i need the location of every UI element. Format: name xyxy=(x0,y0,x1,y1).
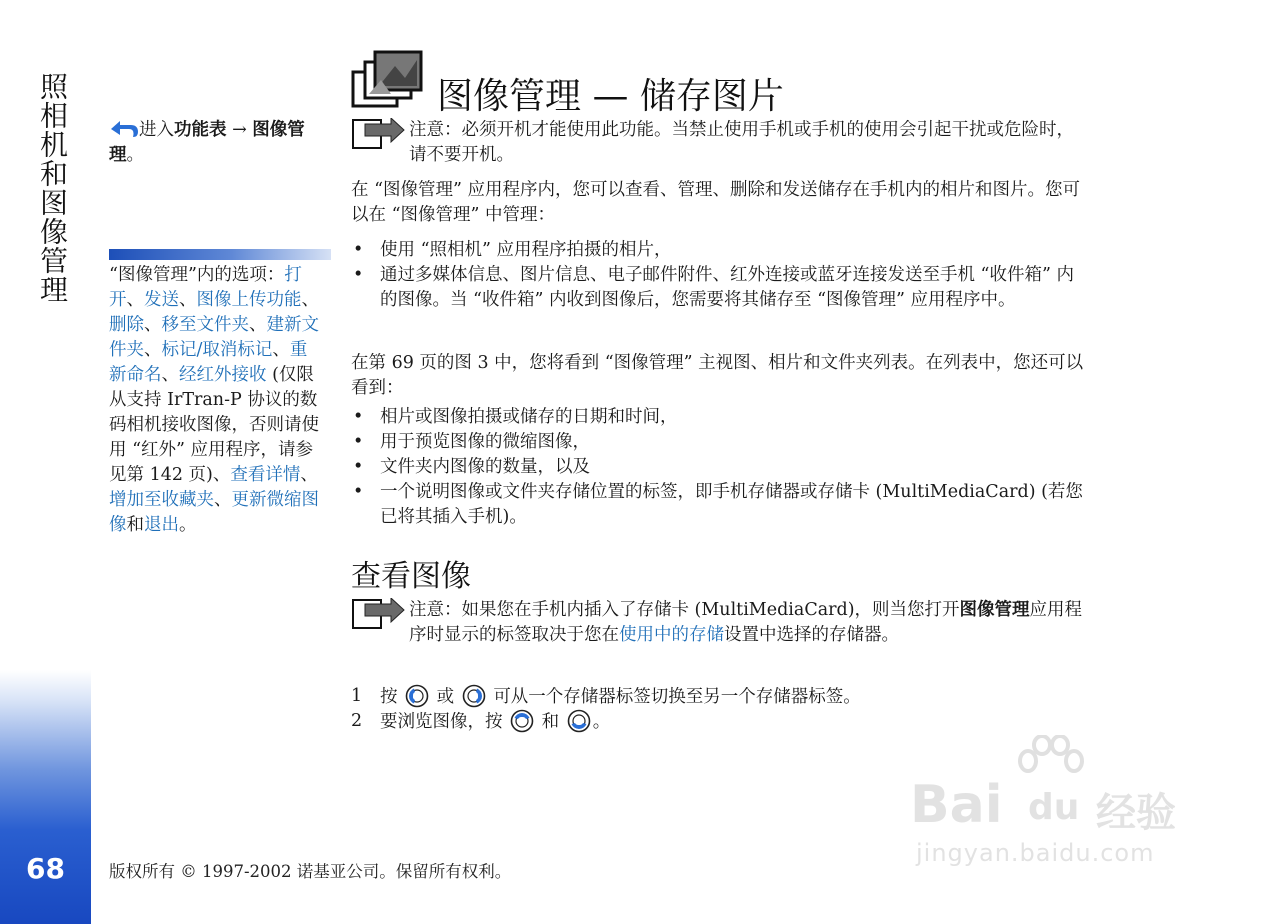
option-link[interactable]: 建新文件夹 xyxy=(109,315,319,360)
option-link[interactable]: 退出 xyxy=(144,515,179,535)
manage-list xyxy=(351,238,1091,313)
menu-path-target: 图像管理 xyxy=(109,120,305,165)
option-link[interactable]: 查看详情 xyxy=(230,465,301,485)
list-item: • 用于预览图像的微缩图像， xyxy=(351,430,1091,455)
options-list: “图像管理”内的选项：打开、发送、图像上传功能、删除、移至文件夹、建新文件夹、标记/取消标记、重新命名、经红外接收 (仅限从支持 IrTran-P 协议的数码相机接收图像，否则请使用 “红外” 应用程序，请参见第 142 页)、查看详情、增加至收藏夹、更新微缩图像和退出。 xyxy=(109,265,319,535)
option-link[interactable]: 标记/取消标记 xyxy=(161,340,273,360)
note-text-part: 设置中选择的存储器。 xyxy=(724,625,899,645)
joystick-down-icon xyxy=(567,709,591,733)
menu-path-note xyxy=(109,118,324,168)
note-text: 注意：必须开机才能使用此功能。当禁止使用手机或手机的使用会引起干扰或危险时，请不要开机。 xyxy=(409,120,1074,165)
options-intro: “图像管理”内的选项： xyxy=(109,265,285,285)
joystick-left-icon xyxy=(405,684,429,708)
intro-paragraph: 在 “图像管理” 应用程序内，您可以查看、管理、删除和发送储存在手机内的相片和图片。您可以在 “图像管理” 中管理： xyxy=(351,180,1081,225)
memory-in-use-link[interactable]: 使用中的存储 xyxy=(619,625,724,645)
menu-path-prefix: 进入 xyxy=(139,120,174,140)
joystick-up-icon xyxy=(510,709,534,733)
baidu-watermark xyxy=(910,735,1210,875)
list-item: • 相片或图像拍摄或储存的日期和时间， xyxy=(351,405,1091,430)
option-link[interactable]: 重新命名 xyxy=(109,340,308,385)
option-link[interactable]: 更新微缩图像 xyxy=(109,490,319,535)
page-number: 68 xyxy=(26,852,65,885)
option-link[interactable]: 图像上传功能 xyxy=(196,290,302,310)
section-title: 查看图像 xyxy=(351,559,471,594)
watermark-brand: Bai xyxy=(910,775,1003,835)
step-text: 和 xyxy=(541,712,560,732)
list-item: • 文件夹内图像的数量，以及 xyxy=(351,455,1091,480)
note-app-name: 图像管理 xyxy=(959,600,1030,620)
step-item xyxy=(351,709,1091,734)
step-text: 或 xyxy=(436,687,455,707)
note-text-part: 注意：如果您在手机内插入了存储卡 (MultiMediaCard)，则当您打开 xyxy=(409,600,960,620)
note-text xyxy=(409,598,1091,648)
step-text: 按 xyxy=(380,687,398,707)
options-header-bar xyxy=(109,249,331,260)
menu-arrow-icon xyxy=(109,119,139,139)
list-item: • 使用 “照相机” 应用程序拍摄的相片， xyxy=(351,238,1091,263)
option-link[interactable]: 打开 xyxy=(109,265,302,310)
step-number: 1 xyxy=(351,686,363,706)
list-item: • 通过多媒体信息、图片信息、电子邮件附件、红外连接或蓝牙连接发送至手机 “收件箱” 内的图像。当 “收件箱” 内收到图像后，您需要将其储存至 “图像管理” 应用程序中。 xyxy=(351,263,1091,313)
watermark-url: jingyan.baidu.com xyxy=(916,839,1155,867)
option-link[interactable]: 发送 xyxy=(144,290,179,310)
step-item xyxy=(351,684,1091,709)
options-and: 和 xyxy=(126,515,144,535)
copyright-footer: 版权所有 © 1997-2002 诺基亚公司。保留所有权利。 xyxy=(109,862,512,881)
paw-logo-icon xyxy=(1014,735,1084,793)
view-paragraph: 在第 69 页的图 3 中，您将看到 “图像管理” 主视图、相片和文件夹列表。在列表中，您还可以看到： xyxy=(351,353,1084,398)
infrared-note: (仅限从支持 IrTran-P 协议的数码相机接收图像，否则请使用 “红外” 应用程序，请参见第 142 页) xyxy=(109,365,319,485)
option-link[interactable]: 删除 xyxy=(109,315,144,335)
steps-list xyxy=(351,684,1091,734)
options-end: 。 xyxy=(179,515,197,535)
info-list xyxy=(351,405,1091,530)
option-link[interactable]: 增加至收藏夹 xyxy=(109,490,214,510)
watermark-cn: 经验 xyxy=(1096,790,1176,836)
step-number: 2 xyxy=(351,711,363,731)
watermark-du: du xyxy=(1028,787,1080,828)
note-text-part: 应用程序时显示的标签取决于您在 xyxy=(409,600,1083,645)
menu-path-suffix: 。 xyxy=(126,145,144,165)
note-pointer-icon xyxy=(351,118,405,150)
step-text: 可从一个存储器标签切换至另一个存储器标签。 xyxy=(493,687,861,707)
step-text: 。 xyxy=(592,712,611,732)
joystick-right-icon xyxy=(462,684,486,708)
step-text: 要浏览图像，按 xyxy=(380,712,503,732)
chapter-title: 照相机和图像管理 xyxy=(36,72,69,304)
menu-path-menu: 功能表 xyxy=(174,120,227,140)
menu-path-arrow: → xyxy=(226,120,253,140)
option-link[interactable]: 经红外接收 xyxy=(179,365,267,385)
image-gallery-icon xyxy=(351,50,423,110)
page-title: 图像管理 — 储存图片 xyxy=(437,76,784,117)
note-pointer-icon xyxy=(351,598,405,630)
list-item: • 一个说明图像或文件夹存储位置的标签，即手机存储器或存储卡 (MultiMediaCard) (若您已将其插入手机)。 xyxy=(351,480,1091,530)
option-link[interactable]: 移至文件夹 xyxy=(161,315,249,335)
